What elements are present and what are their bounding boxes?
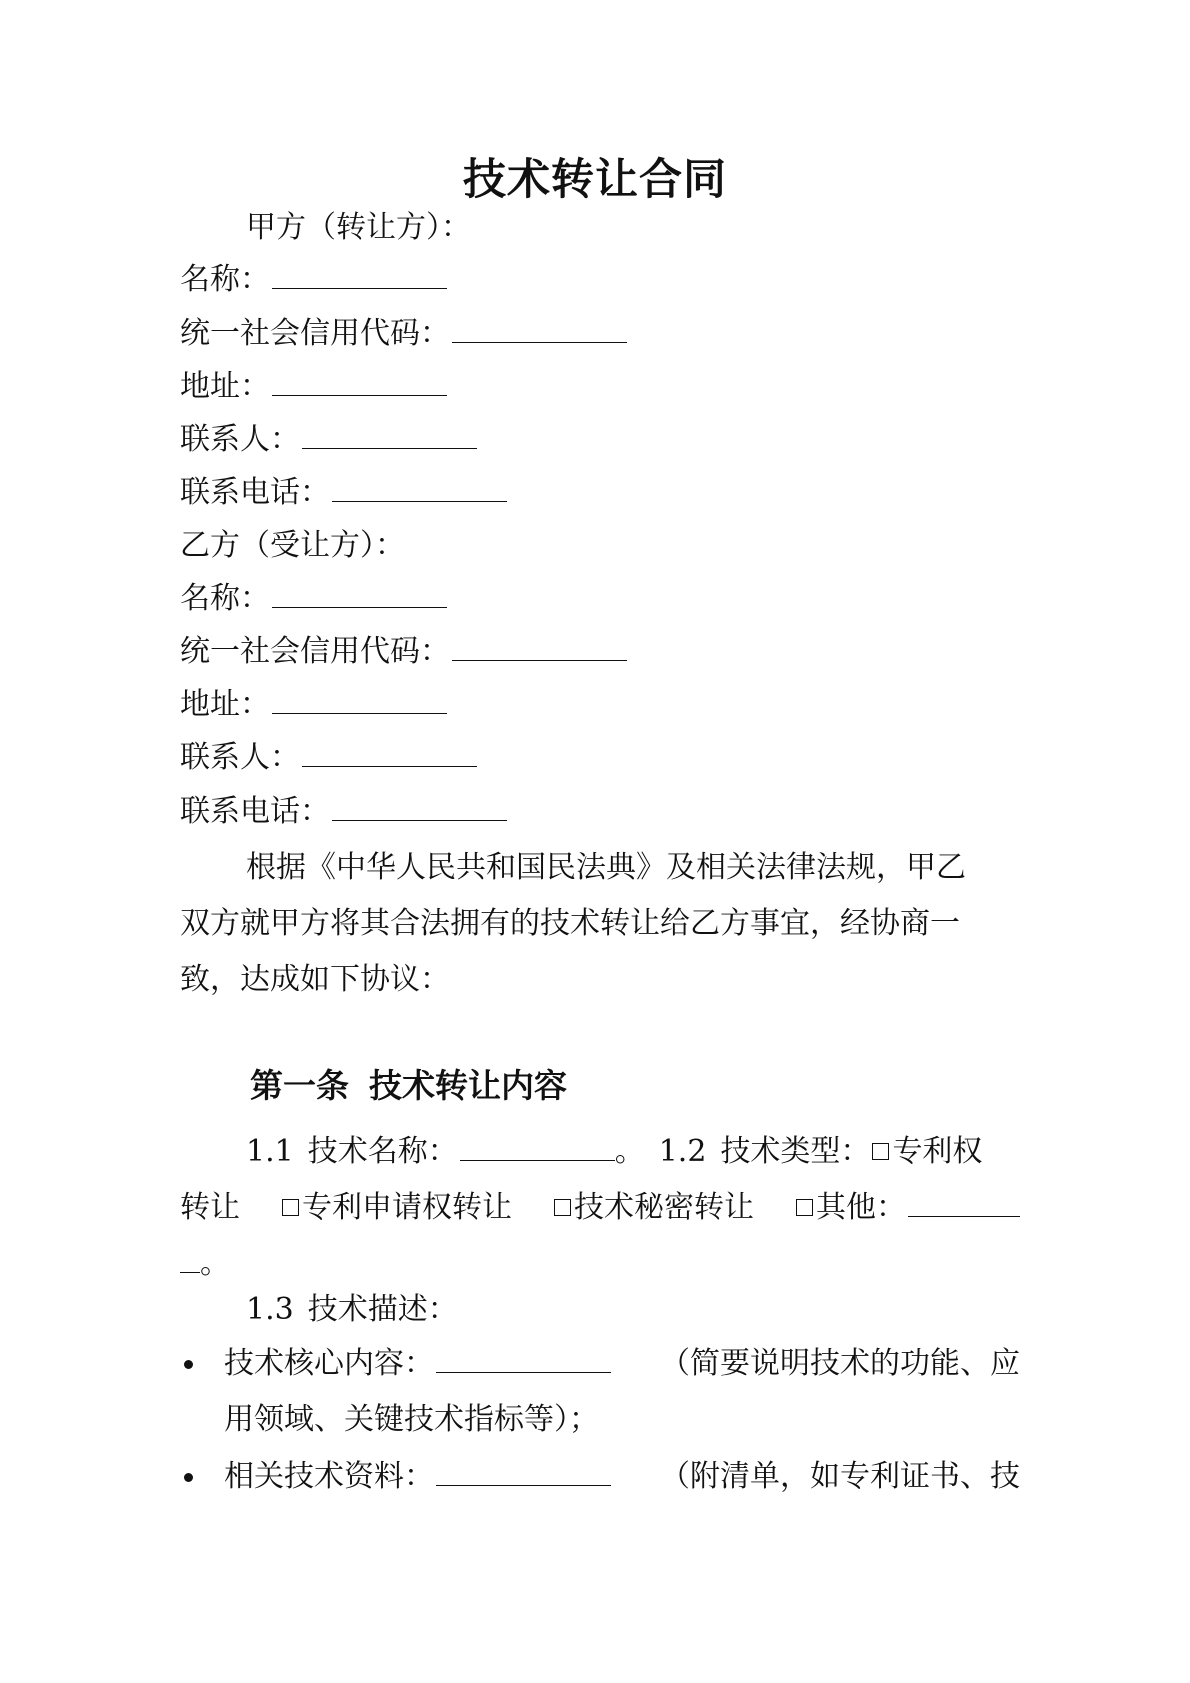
bullet-line: 用领域、关键技术指标等）； [224, 1402, 599, 1437]
fill-blank[interactable] [332, 477, 507, 502]
bullet-dot-icon [184, 1360, 193, 1369]
fill-blank[interactable] [302, 742, 477, 767]
option-other-label: 其他： [816, 1190, 906, 1225]
item-number: 1.1 [246, 1134, 294, 1169]
contract-title: 技术转让合同 [463, 155, 727, 205]
field-label: 地址： [180, 369, 270, 404]
preamble-line: 双方就甲方将其合法拥有的技术转让给乙方事宜，经协商一 [180, 906, 960, 941]
party-b-address-field [180, 685, 447, 725]
field-label: 地址： [180, 687, 270, 722]
item-number: 1.2 [658, 1134, 707, 1169]
checkbox-patent-application[interactable] [282, 1199, 299, 1216]
bullet-note: （附清单，如专利证书、技 [660, 1459, 1020, 1494]
item-1-2-options-row [180, 1180, 1020, 1236]
party-a-name-field [180, 260, 447, 300]
bullet-line [224, 1449, 1020, 1505]
period: 。 [614, 1134, 645, 1169]
option-other [794, 1180, 1020, 1236]
option-secret-label: 技术秘密转让 [574, 1190, 754, 1225]
preamble-line: 致，达成如下协议： [180, 962, 450, 997]
option-patent-tail: 转让 [180, 1190, 240, 1225]
party-a-contact-field [180, 420, 477, 460]
field-label: 名称： [180, 262, 270, 297]
bullet-line [224, 1336, 1020, 1392]
fill-blank[interactable] [436, 1461, 611, 1486]
field-label: 统一社会信用代码： [180, 634, 450, 669]
party-a-credit-code-field [180, 314, 627, 354]
article-title: 技术转让内容 [369, 1066, 567, 1105]
article-1-heading [250, 1064, 567, 1108]
bullet-label: 相关技术资料： [224, 1459, 434, 1494]
field-label: 统一社会信用代码： [180, 316, 450, 351]
party-b-heading: 乙方（受让方）： [180, 528, 405, 563]
checkbox-technical-secret[interactable] [554, 1199, 571, 1216]
bullet-label: 技术核心内容： [224, 1346, 434, 1381]
option-secret [552, 1180, 754, 1236]
fill-blank[interactable] [272, 371, 447, 396]
fill-blank[interactable] [436, 1348, 611, 1373]
item-label: 技术类型： [720, 1134, 871, 1169]
bullet-text [224, 1449, 1020, 1505]
item-label: 技术名称： [307, 1134, 458, 1169]
fill-blank[interactable] [460, 1136, 615, 1161]
fill-blank[interactable] [180, 1248, 200, 1273]
article-number: 第一条 [250, 1066, 349, 1105]
fill-blank[interactable] [272, 583, 447, 608]
party-b-phone-field [180, 792, 507, 832]
fill-blank[interactable] [452, 318, 627, 343]
preamble-paragraph [180, 840, 1020, 1008]
item-1-2-end-row [180, 1236, 1020, 1292]
party-a-address-field [180, 367, 447, 407]
fill-blank[interactable] [908, 1192, 1020, 1217]
party-b-name-field [180, 579, 447, 619]
option-application [280, 1180, 512, 1236]
field-label: 联系人： [180, 422, 300, 457]
fill-blank[interactable] [272, 264, 447, 289]
item-number: 1.3 [246, 1292, 294, 1327]
item-1-3-row [246, 1290, 458, 1330]
field-label: 联系电话： [180, 475, 330, 510]
option-application-label: 专利申请权转让 [302, 1190, 512, 1225]
period: 。 [200, 1246, 230, 1281]
fill-blank[interactable] [452, 636, 627, 661]
bullet-dot-icon [184, 1473, 193, 1482]
checkbox-other[interactable] [796, 1199, 813, 1216]
option-patent-label: 专利权 [892, 1134, 983, 1169]
bullet-note: （简要说明技术的功能、应 [660, 1346, 1020, 1381]
fill-blank[interactable] [332, 796, 507, 821]
item-1-1-row [180, 1124, 1020, 1180]
party-a-heading: 甲方（转让方）： [246, 210, 471, 245]
preamble-line: 根据《中华人民共和国民法典》及相关法律法规，甲乙 [246, 850, 966, 885]
party-a-phone-field [180, 473, 507, 513]
fill-blank[interactable] [272, 689, 447, 714]
item-label: 技术描述： [307, 1292, 458, 1327]
field-label: 名称： [180, 581, 270, 616]
field-label: 联系电话： [180, 794, 330, 829]
party-b-contact-field [180, 738, 477, 778]
field-label: 联系人： [180, 740, 300, 775]
bullet-text [224, 1336, 1020, 1448]
article-1-items-paragraph [180, 1124, 1020, 1292]
checkbox-patent[interactable] [872, 1143, 889, 1160]
fill-blank[interactable] [302, 424, 477, 449]
party-b-credit-code-field [180, 632, 627, 672]
